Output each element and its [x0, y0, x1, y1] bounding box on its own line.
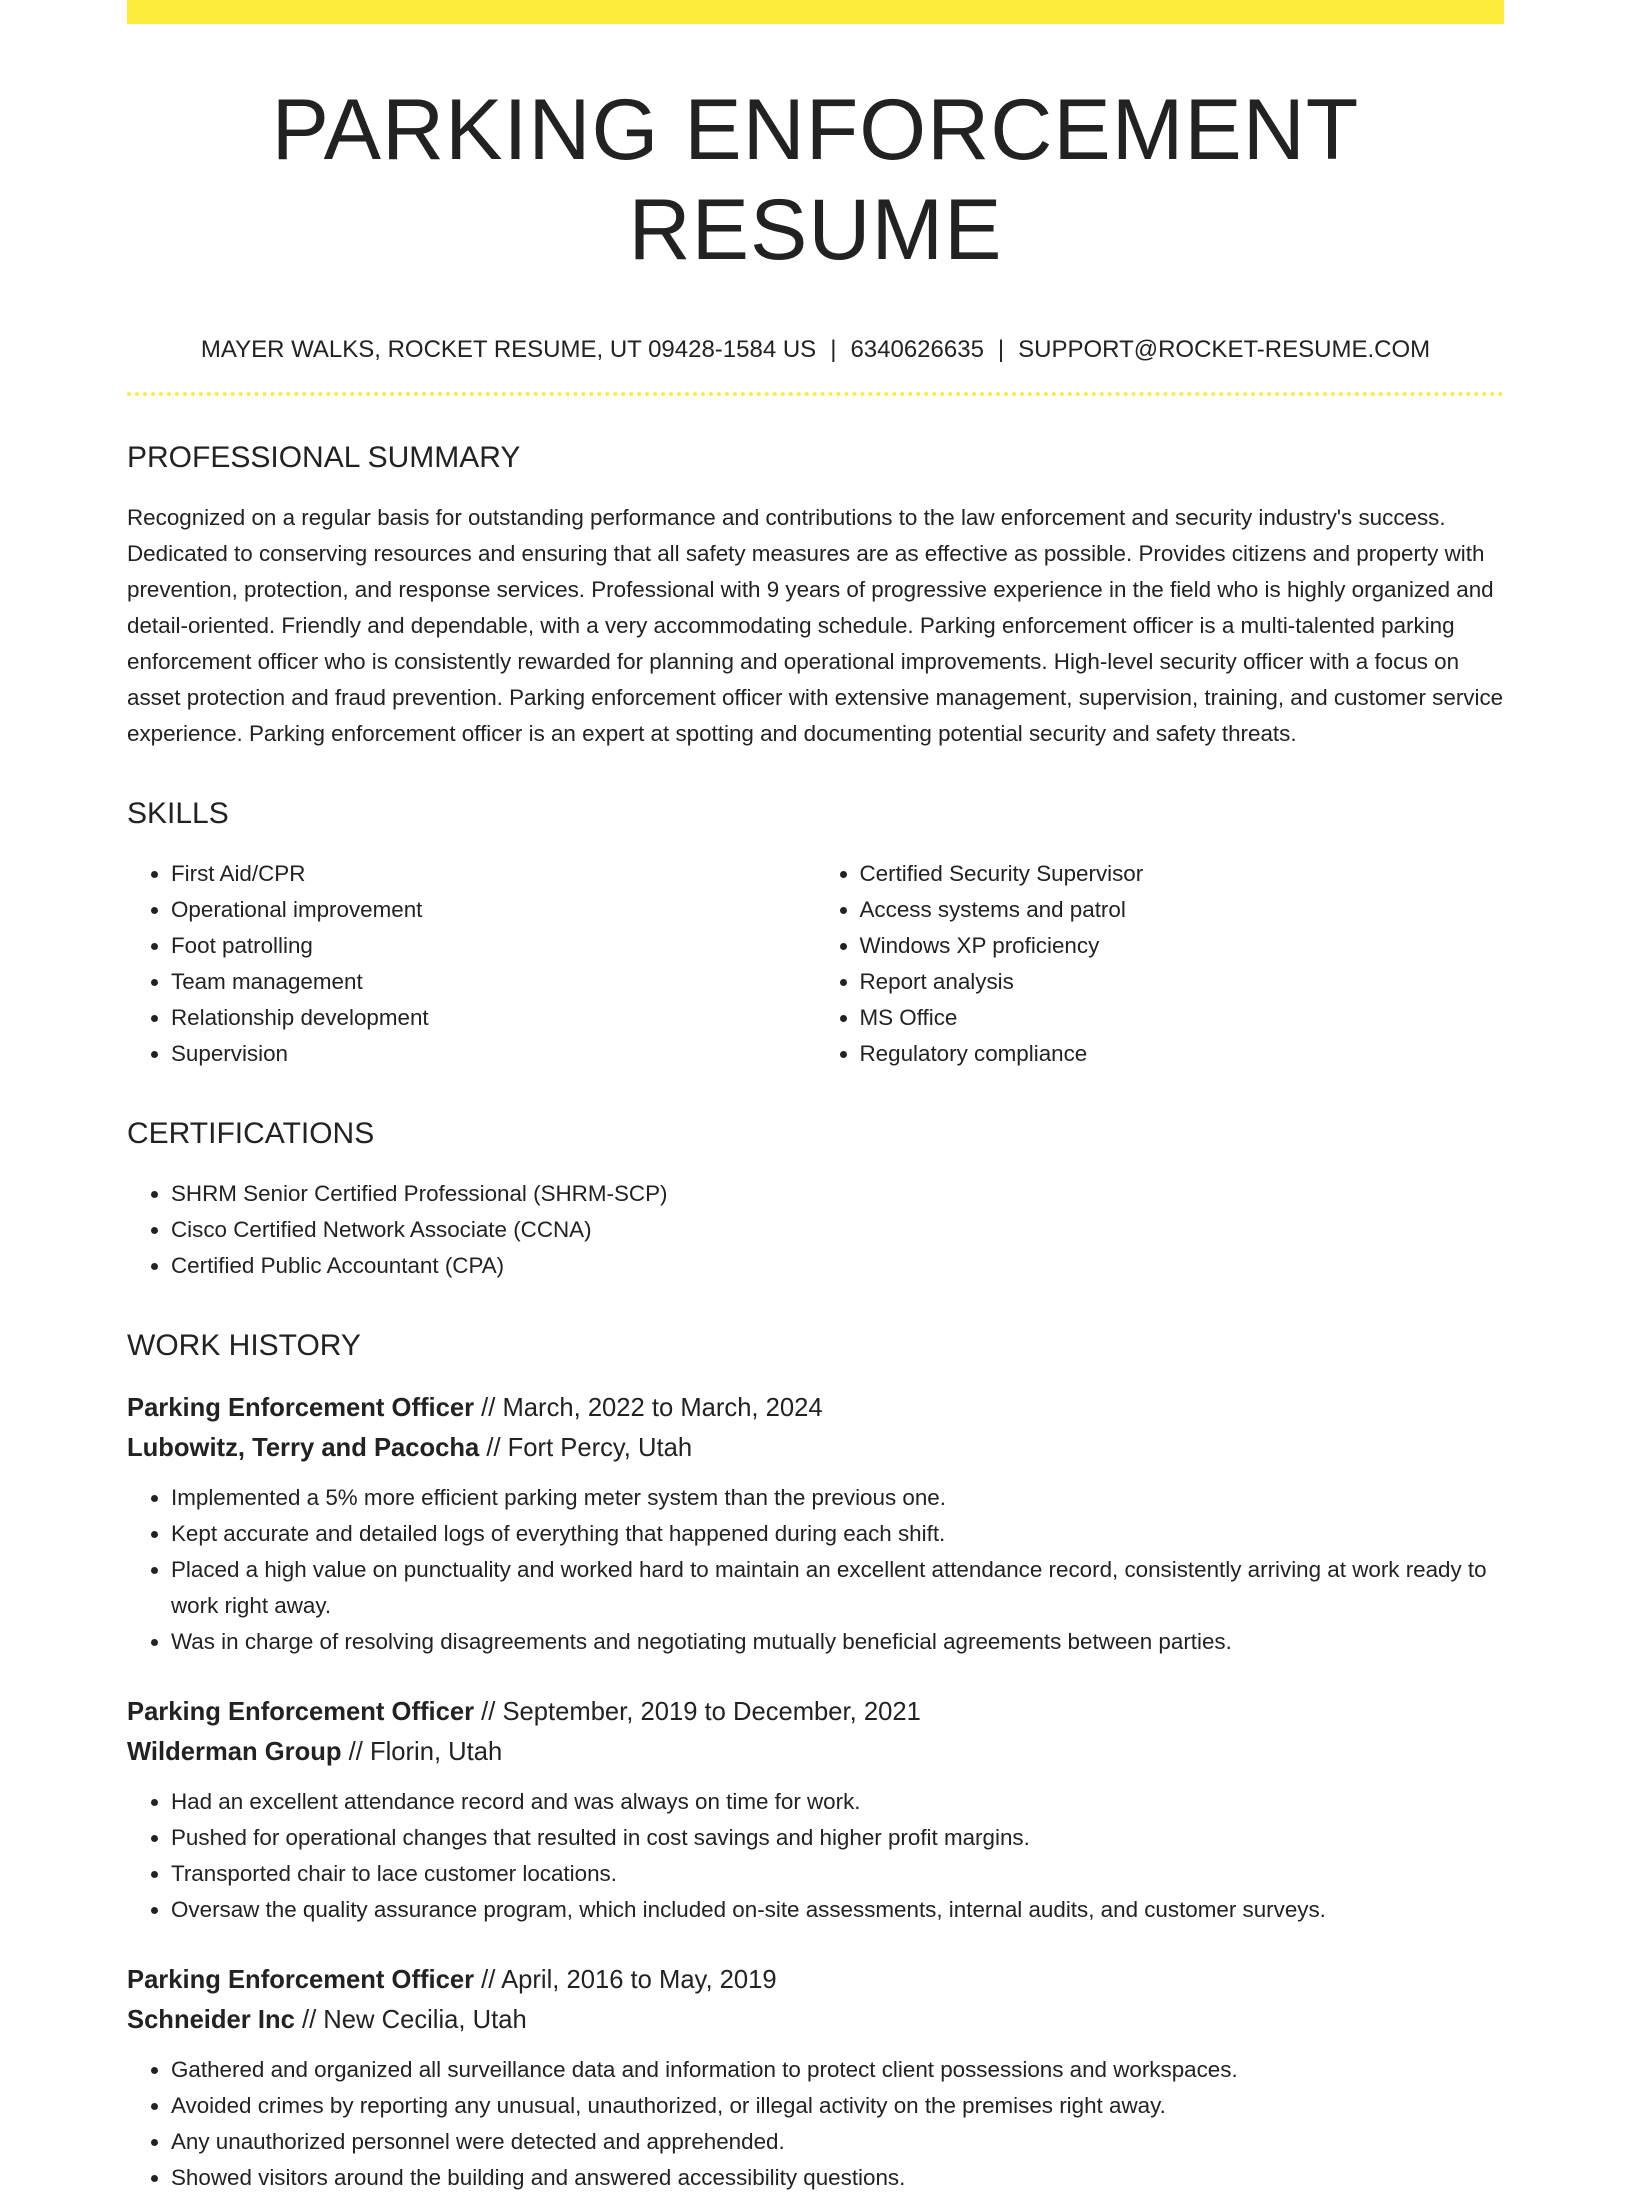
skill-item: • Relationship development [171, 1000, 816, 1036]
job-company-line [127, 1732, 1504, 1772]
certifications-heading: CERTIFICATIONS [127, 1117, 375, 1150]
skills-list-right [816, 856, 1505, 1072]
contact-line [127, 334, 1504, 366]
job-bullet: • Pushed for operational changes that resulted in cost savings and higher profit margins. [171, 1820, 1504, 1856]
job-bullet: • Kept accurate and detailed logs of everything that happened during each shift. [171, 1516, 1504, 1552]
job-title: Parking Enforcement Officer [127, 1698, 475, 1726]
job-bullet: • Implemented a 5% more efficient parking meter system than the previous one. [171, 1480, 1504, 1516]
job-location: // New Cecilia, Utah [301, 2006, 527, 2034]
skill-item: • Report analysis [860, 964, 1505, 1000]
job-title: Parking Enforcement Officer [127, 1966, 475, 1994]
certifications-list [127, 1176, 1504, 1284]
contact-address: MAYER WALKS, ROCKET RESUME, UT 09428-1584 US [200, 336, 817, 363]
job-title-line [127, 1692, 1504, 1732]
job-bullet: • Transported chair to lace customer locations. [171, 1856, 1504, 1892]
job-bullet: • Was in charge of resolving disagreements and negotiating mutually beneficial agreements between parties. [171, 1624, 1504, 1660]
job-bullet: • Any unauthorized personnel were detected and apprehended. [171, 2124, 1504, 2160]
contact-separator: | [830, 336, 837, 363]
work-history-heading: WORK HISTORY [127, 1329, 361, 1362]
job-location: // Fort Percy, Utah [486, 1434, 693, 1462]
certification-item: • SHRM Senior Certified Professional (SHRM-SCP) [171, 1176, 1504, 1212]
job-bullet: • Showed visitors around the building and answered accessibility questions. [171, 2160, 1504, 2196]
skill-item: • First Aid/CPR [171, 856, 816, 892]
skill-item: • Windows XP proficiency [860, 928, 1505, 964]
job-bullets [127, 1480, 1504, 1660]
skills-heading: SKILLS [127, 797, 229, 830]
skills-grid [127, 856, 1504, 1072]
job-dates: // April, 2016 to May, 2019 [481, 1966, 777, 1994]
job-location: // Florin, Utah [348, 1738, 503, 1766]
contact-email: SUPPORT@ROCKET-RESUME.COM [1018, 336, 1431, 363]
job-entry [127, 1692, 1504, 1928]
job-company-line [127, 1428, 1504, 1468]
job-title: Parking Enforcement Officer [127, 1394, 475, 1422]
job-bullet: • Had an excellent attendance record and was always on time for work. [171, 1784, 1504, 1820]
skill-item: • Supervision [171, 1036, 816, 1072]
resume-title: PARKING ENFORCEMENT RESUME [271, 82, 1360, 278]
skill-item: • Foot patrolling [171, 928, 816, 964]
job-entry [127, 1960, 1504, 2196]
job-company: Schneider Inc [127, 2006, 295, 2034]
job-bullets [127, 1784, 1504, 1928]
job-bullet: • Oversaw the quality assurance program, which included on-site assessments, internal audits, and customer surveys. [171, 1892, 1504, 1928]
job-dates: // March, 2022 to March, 2024 [481, 1394, 823, 1422]
job-entry [127, 1388, 1504, 1660]
summary-text: Recognized on a regular basis for outstanding performance and contributions to the law enforcement and security industry's success. Dedicated to conserving resources and ensuring that all safety measures are as effective as possible. Provides citizens and property with prevention, protection, and response services. Professional with 9 years of progressive experience in the field who is highly organized and detail-oriented. Friendly and dependable, with a very accommodating schedule. Parking enforcement officer is a multi-talented parking enforcement officer who is consistently rewarded for planning and operational improvements. High-level security officer with a focus on asset protection and fraud prevention. Parking enforcement officer with extensive management, supervision, training, and customer service experience. Parking enforcement officer is an expert at spotting and documenting potential security and safety threats. [127, 505, 1504, 746]
job-company: Wilderman Group [127, 1738, 342, 1766]
summary-heading: PROFESSIONAL SUMMARY [127, 441, 521, 474]
certification-item: • Cisco Certified Network Associate (CCNA) [171, 1212, 1504, 1248]
job-dates: // September, 2019 to December, 2021 [481, 1698, 921, 1726]
resume-content [127, 0, 1504, 2196]
skill-item: • Operational improvement [171, 892, 816, 928]
job-title-line [127, 1960, 1504, 2000]
contact-phone: 6340626635 [850, 336, 984, 363]
skill-item: • MS Office [860, 1000, 1505, 1036]
job-bullets [127, 2052, 1504, 2196]
certification-item: • Certified Public Accountant (CPA) [171, 1248, 1504, 1284]
job-title-line [127, 1388, 1504, 1428]
skills-list-left [127, 856, 816, 1072]
skill-item: • Certified Security Supervisor [860, 856, 1505, 892]
job-bullet: • Placed a high value on punctuality and worked hard to maintain an excellent attendance record, consistently arriving at work ready to work right away. [171, 1552, 1504, 1624]
skill-item: • Access systems and patrol [860, 892, 1505, 928]
job-company: Lubowitz, Terry and Pacocha [127, 1434, 480, 1462]
job-bullet: • Gathered and organized all surveillance data and information to protect client possessions and workspaces. [171, 2052, 1504, 2088]
skill-item: • Team management [171, 964, 816, 1000]
job-bullet: • Avoided crimes by reporting any unusual, unauthorized, or illegal activity on the premises right away. [171, 2088, 1504, 2124]
dotted-divider [127, 392, 1504, 396]
job-company-line [127, 2000, 1504, 2040]
contact-separator: | [997, 336, 1005, 363]
skill-item: • Regulatory compliance [860, 1036, 1505, 1072]
